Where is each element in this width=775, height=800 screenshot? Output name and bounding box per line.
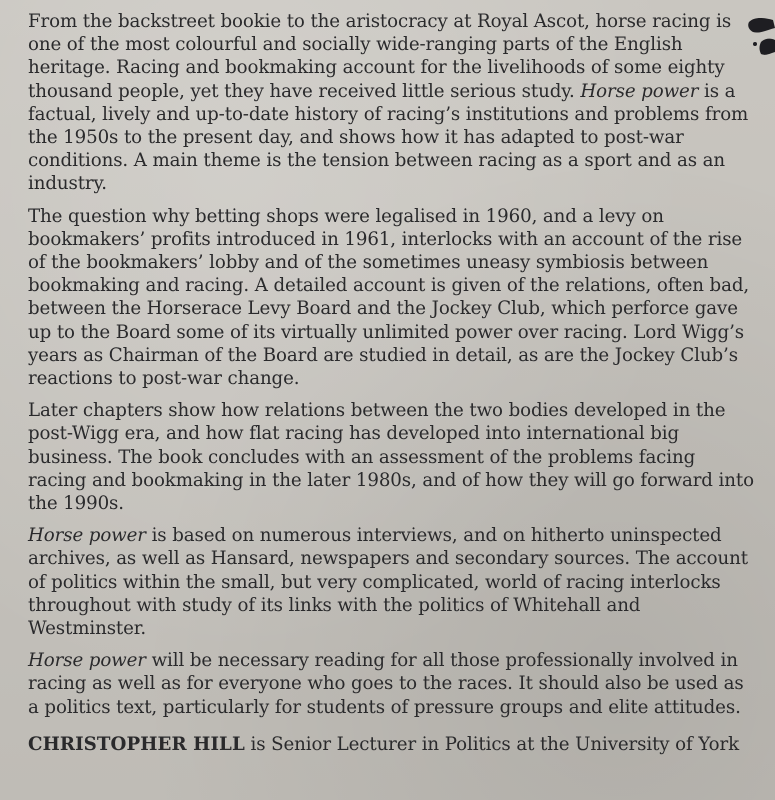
paragraph-intro xyxy=(28,10,756,196)
paragraph-later-chapters: Later chapters show how relations between the two bodies developed in the post-Wigg era, and how flat racing has developed into international big business. The book concludes with an assessment of the problems facing racing and bookmaking in the later 1980s, and of how they will go forward into the 1990s. xyxy=(28,400,754,515)
readership-text: will be necessary reading for all those professionally involved in racing as well as for everyone who goes to the races. It should also be used as a politics text, particularly for students of pressure groups and elite attitudes. xyxy=(28,650,744,718)
sources-text: is based on numerous interviews, and on hitherto uninspected archives, as well as Hansard, newspapers and secondary sources. The account of politics within the small, but very complicated, world of racing interlocks throughout with study of its links with the politics of Whitehall and Westminster. xyxy=(28,525,748,640)
paragraph-betting-shops: The question why betting shops were legalised in 1960, and a levy on bookmakers’ profits introduced in 1961, interlocks with an account of the rise of the bookmakers’ lobby and of the sometimes uneasy symbiosis between bookmaking and racing. A detailed account is given of the relations, often bad, between the Horserace Levy Board and the Jockey Club, which perforce gave up to the Board some of its virtually unlimited power over racing. Lord Wigg’s years as Chairman of the Board are studied in detail, as are the Jockey Club’s reactions to post-war change. xyxy=(28,205,750,390)
book-title-italic: Horse power xyxy=(28,525,146,547)
book-title-italic: Horse power xyxy=(28,650,146,672)
author-description: is Senior Lecturer in Politics at the University of York xyxy=(244,733,739,755)
paragraph-sources xyxy=(28,524,756,640)
author-bio xyxy=(28,733,756,756)
paragraph-readership xyxy=(28,649,756,719)
back-cover-blurb xyxy=(28,10,756,765)
author-name: CHRISTOPHER HILL xyxy=(28,733,245,755)
book-title-italic: Horse power xyxy=(580,80,699,102)
intro-text: From the backstreet bookie to the aristocracy at Royal Ascot, horse racing is one of the most colourful and socially wide-ranging parts of the English heritage. Racing and bookmaking account for the livelihoods of some eighty thousand people, yet they have received little serious study. xyxy=(28,11,732,102)
intro-text-continued: is a factual, lively and up-to-date history of racing’s institutions and problems from the 1950s to the present day, and shows how it has adapted to post-war conditions. A main theme is the tension between racing as a sport and as an industry. xyxy=(28,80,749,195)
